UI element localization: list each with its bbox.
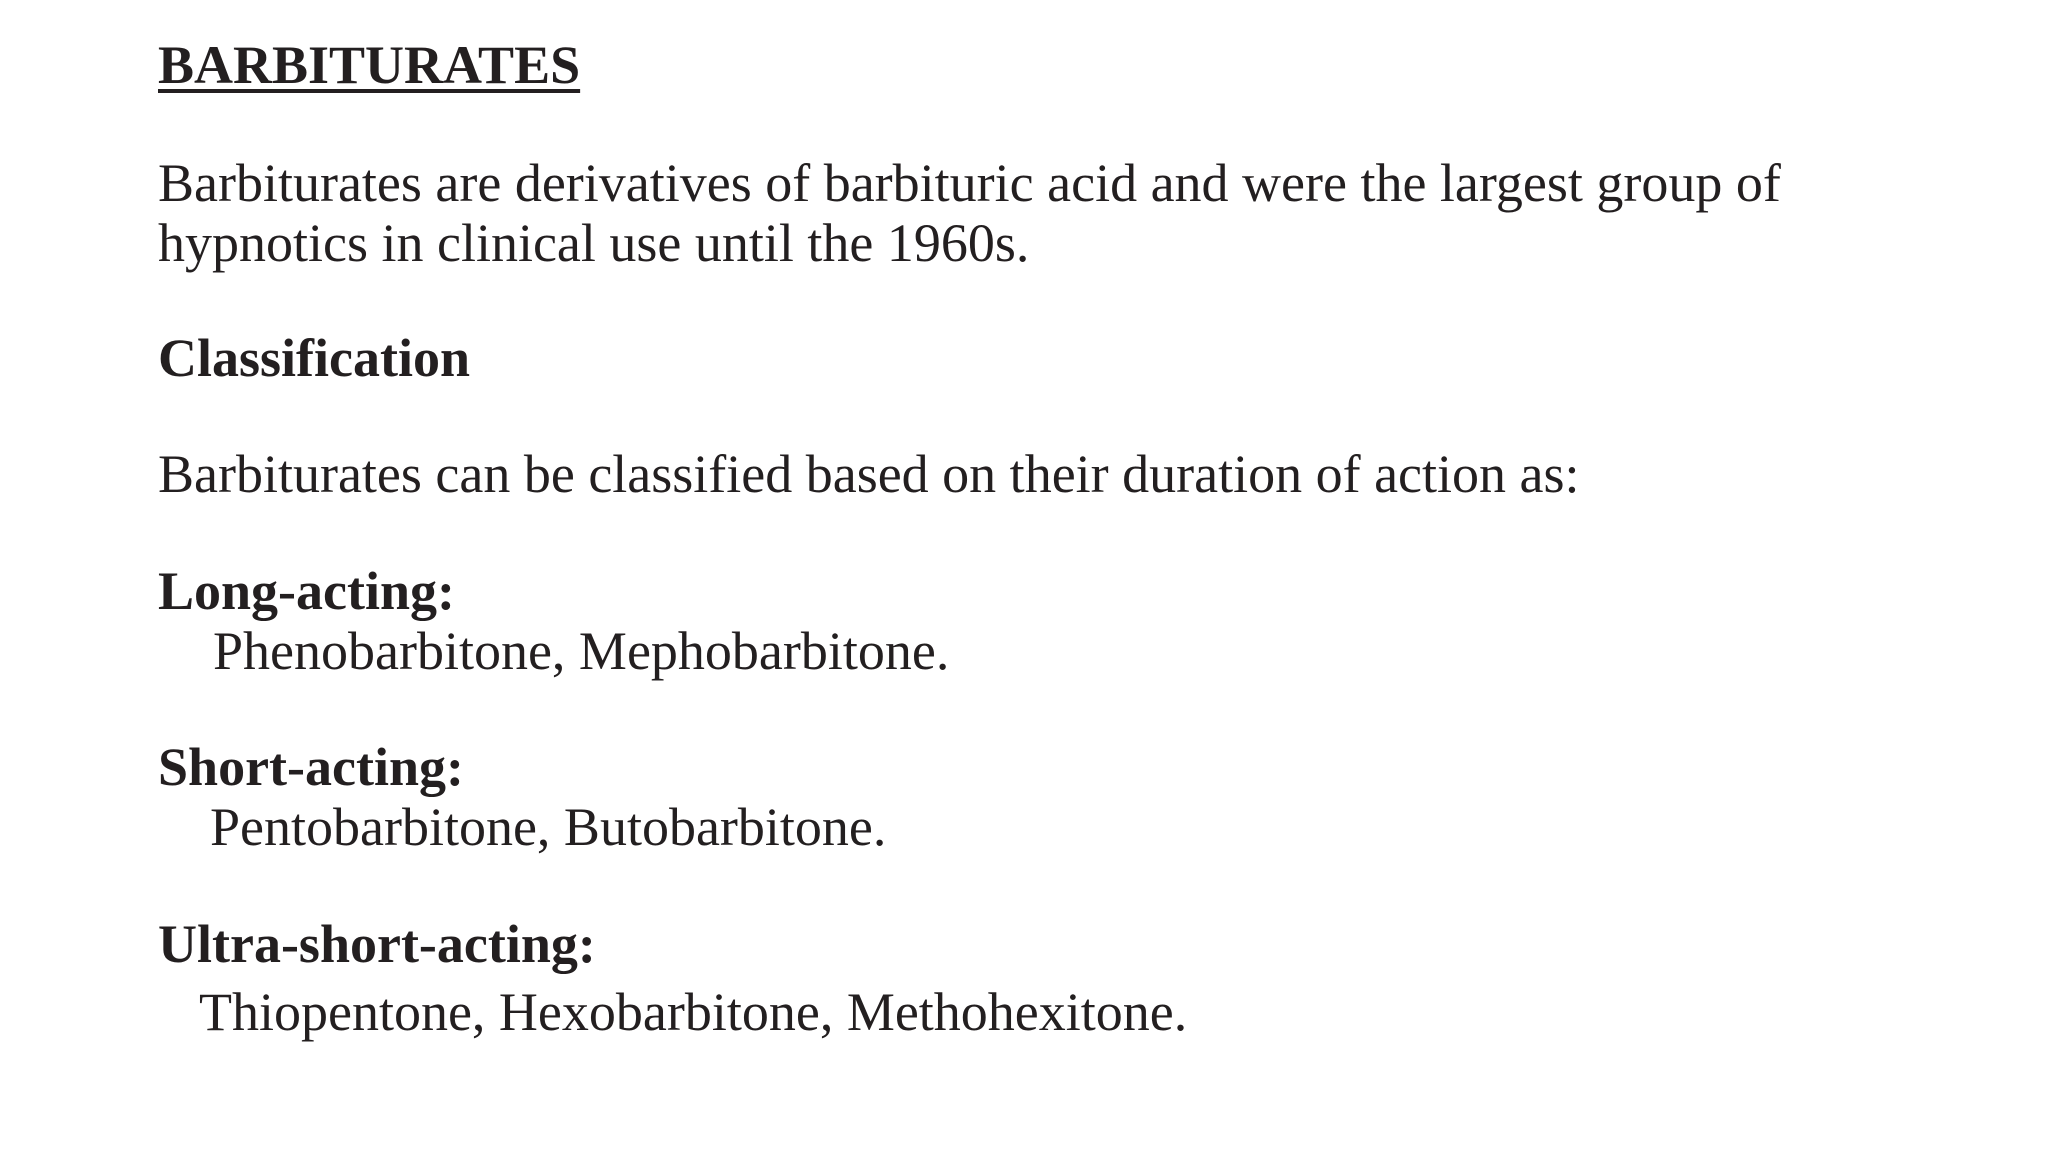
class-drugs-ultra-short-acting: Thiopentone, Hexobarbitone, Methohexitone. — [199, 982, 1188, 1042]
classification-heading: Classification — [158, 328, 471, 388]
class-label-short-acting: Short-acting: — [158, 737, 464, 797]
class-drugs-long-acting: Phenobarbitone, Mephobarbitone. — [213, 621, 950, 681]
document-title: BARBITURATES — [158, 35, 581, 95]
class-drugs-short-acting: Pentobarbitone, Butobarbitone. — [210, 797, 887, 857]
class-label-ultra-short-acting: Ultra-short-acting: — [158, 914, 596, 974]
intro-paragraph: Barbiturates are derivatives of barbituric acid and were the largest group of hypnotics in clinical use until the 1960s. — [158, 153, 1781, 273]
class-label-long-acting: Long-acting: — [158, 561, 455, 621]
classification-intro: Barbiturates can be classified based on their duration of action as: — [158, 444, 1580, 504]
